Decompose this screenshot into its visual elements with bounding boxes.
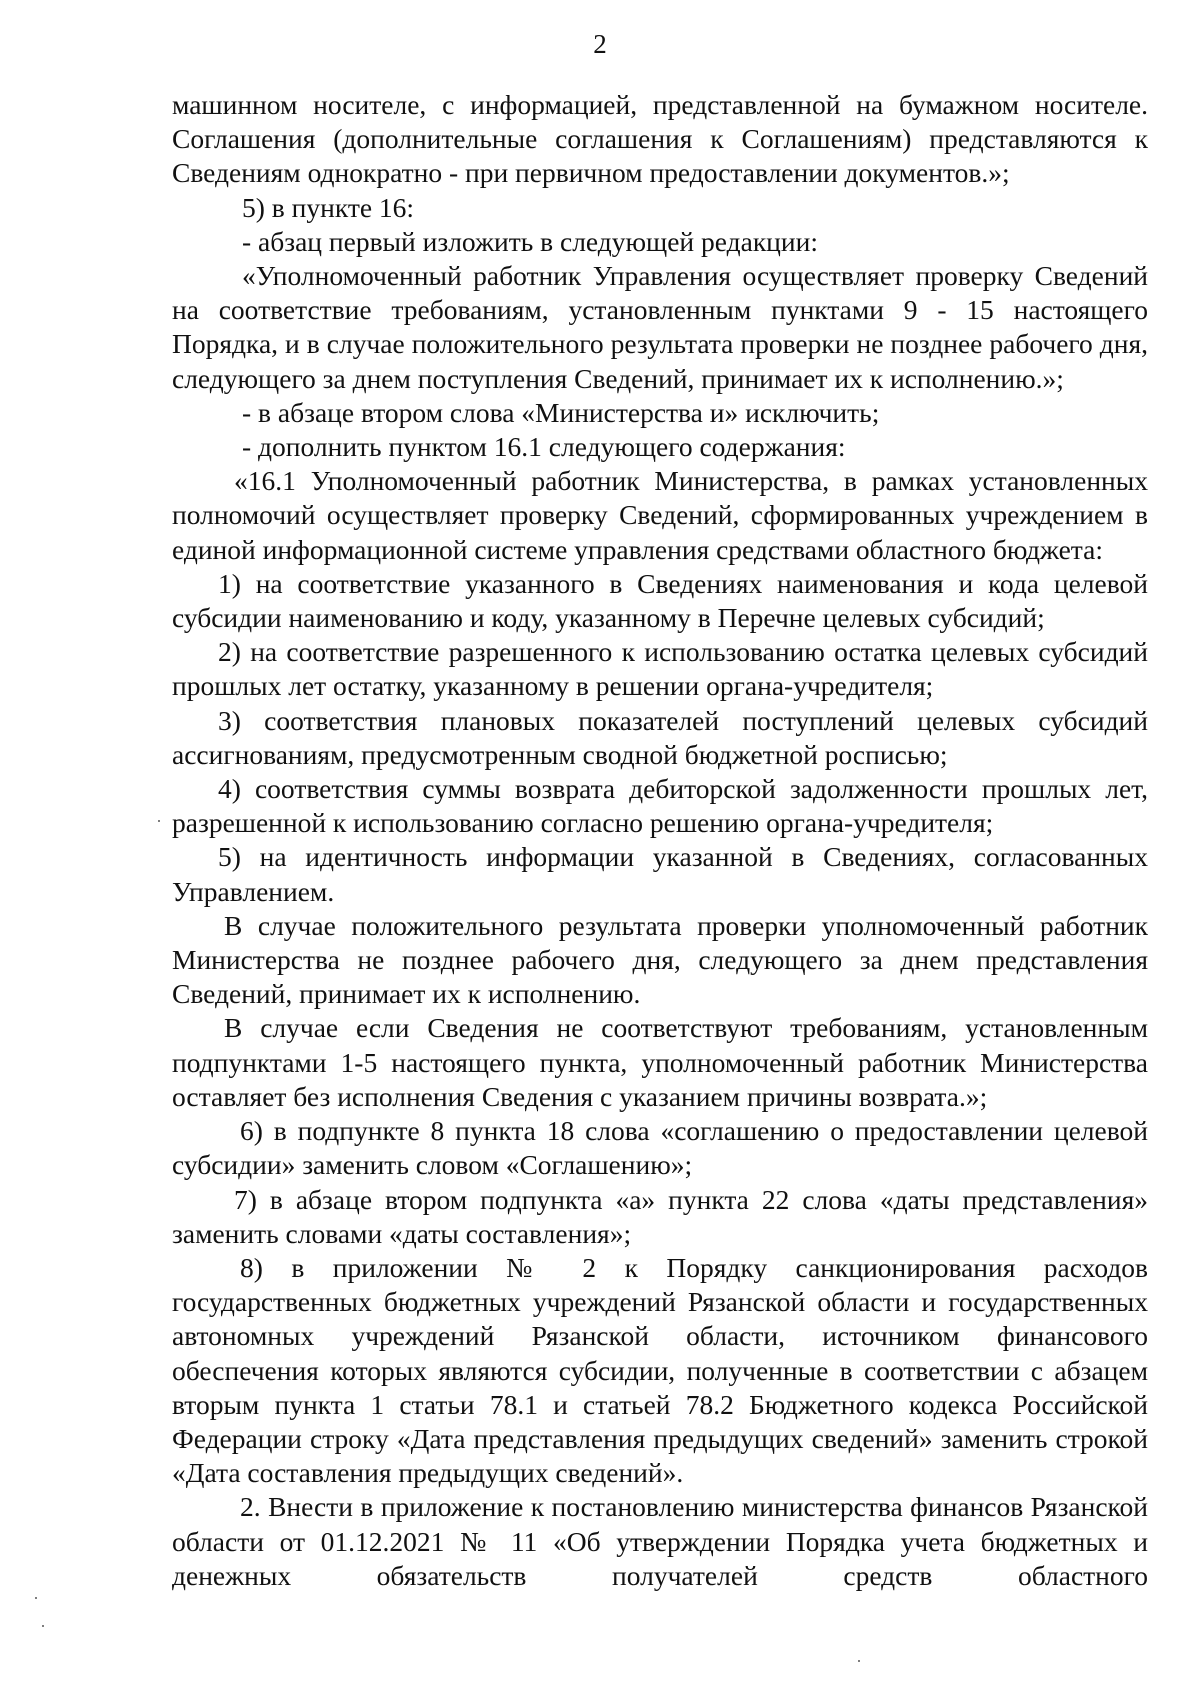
paragraph-quote-upravlenie: «Уполномоченный работник Управления осуществляет проверку Сведений на соответствие требованиям, установленным пунктами 9 - 15 настоящего Порядка, и в случае положительного результата проверки не позднее рабочего дня, следующего за днем поступления Сведений, принимает их к исполнению.»; <box>172 260 1148 394</box>
paragraph-amendment-second-abzac: - в абзаце втором слова «Министерства и» исключить; <box>242 396 880 428</box>
paragraph-item-7: 7) в абзаце втором подпункта «а» пункта 22 слова «даты представления» заменить словами «даты составления»; <box>172 1183 1148 1249</box>
paragraph-add-16-1: - дополнить пунктом 16.1 следующего содержания: <box>242 431 846 463</box>
paragraph-amendment-first-abzac: - абзац первый изложить в следующей редакции: <box>242 225 818 257</box>
paragraph-negative-result: В случае если Сведения не соответствуют требованиям, установленным подпунктами 1-5 настоящего пункта, уполномоченный работник Министерства оставляет без исполнения Сведения с указанием причины возврата.»; <box>172 1012 1148 1112</box>
scan-speck <box>42 1625 44 1627</box>
paragraph-check-5: 5) на идентичность информации указанной в Сведениях, согласованных Управлением. <box>172 841 1148 907</box>
scan-speck <box>158 820 160 822</box>
paragraph-item-6: 6) в подпункте 8 пункта 18 слова «соглашению о предоставлении целевой субсидии» заменить словом «Соглашению»; <box>172 1115 1148 1181</box>
paragraph-section-2: 2. Внести в приложение к постановлению министерства финансов Рязанской области от 01.12.2021 № 11 «Об утверждении Порядка учета бюджетных и денежных обязательств получателей средств областного <box>172 1491 1148 1591</box>
paragraph-continuation: машинном носителе, с информацией, представленной на бумажном носителе. Соглашения (дополнительные соглашения к Соглашениям) представляются к Сведениям однократно - при первичном предоставлении документов.»; <box>172 89 1148 189</box>
paragraph-check-4: 4) соответствия суммы возврата дебиторской задолженности прошлых лет, разрешенной к использованию согласно решению органа-учредителя; <box>172 773 1148 839</box>
page-number: 2 <box>593 29 607 59</box>
scan-speck <box>858 1660 860 1662</box>
document-body <box>172 88 1148 1593</box>
paragraph-check-3: 3) соответствия плановых показателей поступлений целевых субсидий ассигнованиям, предусмотренным сводной бюджетной росписью; <box>172 704 1148 770</box>
scan-speck <box>35 1597 37 1599</box>
paragraph-16-1-text: «16.1 Уполномоченный работник Министерства, в рамках установленных полномочий осуществляет проверку Сведений, сформированных учреждением в единой информационной системе управления средствами областного бюджета: <box>172 465 1148 565</box>
paragraph-check-1: 1) на соответствие указанного в Сведениях наименования и кода целевой субсидии наименованию и коду, указанному в Перечне целевых субсидий; <box>172 567 1148 634</box>
paragraph-check-2: 2) на соответствие разрешенного к использованию остатка целевых субсидий прошлых лет остатку, указанному в решении органа-учредителя; <box>172 636 1148 702</box>
paragraph-item-5: 5) в пункте 16: <box>242 191 415 223</box>
paragraph-positive-result: В случае положительного результата проверки уполномоченный работник Министерства не позднее рабочего дня, следующего за днем представления Сведений, принимает их к исполнению. <box>172 909 1148 1010</box>
paragraph-item-8: 8) в приложении № 2 к Порядку санкционирования расходов государственных бюджетных учреждений Рязанской области и государственных автономных учреждений Рязанской области, источником финансового обеспечения которых являются субсидии, полученные в соответствии с абзацем вторым пункта 1 статьи 78.1 и статьей 78.2 Бюджетного кодекса Российской Федерации строку «Дата представления предыдущих сведений» заменить строкой «Дата составления предыдущих сведений». <box>172 1251 1148 1489</box>
